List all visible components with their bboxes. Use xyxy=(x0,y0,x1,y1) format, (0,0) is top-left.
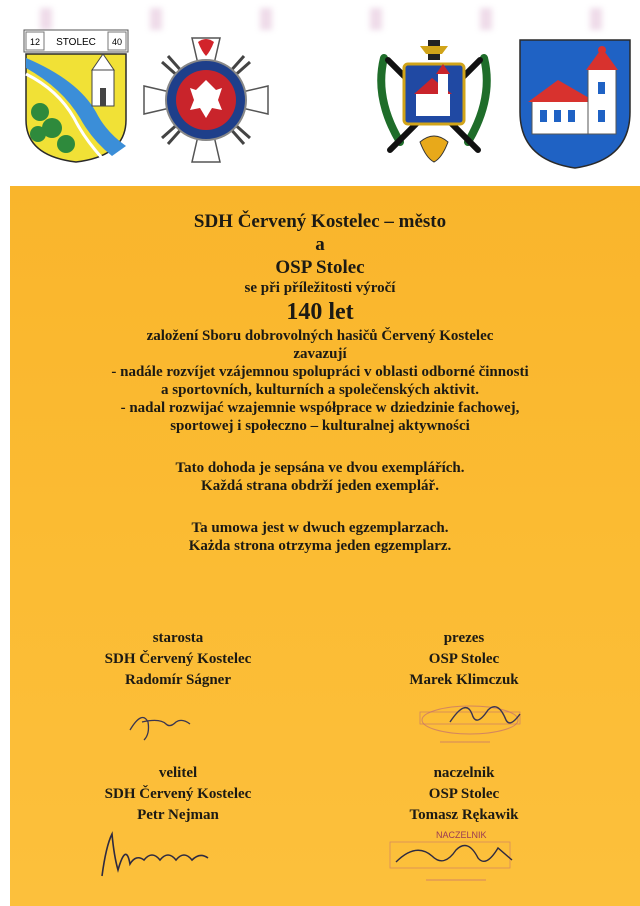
starosta-signature xyxy=(120,700,200,746)
agreement-body xyxy=(0,210,640,555)
velitel-signature xyxy=(96,826,226,886)
signatory-name: Tomasz Rękawik xyxy=(409,807,519,823)
pl-copies-one: Ta umowa jest w dwuch egzemplarzach. xyxy=(191,520,449,536)
signatory-name: Marek Klimczuk xyxy=(409,672,519,688)
signatory-name: Petr Nejman xyxy=(137,807,219,823)
sign-right-number: 40 xyxy=(111,37,123,47)
signatory-org: SDH Červený Kostelec xyxy=(104,786,252,802)
conjunction: a xyxy=(315,234,325,255)
party-one: SDH Červený Kostelec – město xyxy=(193,211,447,232)
signatory-org: OSP Stolec xyxy=(428,651,500,667)
point-two-b: sportowej i społeczno – kulturalnej aktywności xyxy=(170,418,470,434)
stolec-coat-of-arms xyxy=(22,28,130,164)
prezes-stamp-and-signature xyxy=(410,692,540,752)
pledge-line: zavazují xyxy=(293,346,347,362)
signatory-velitel xyxy=(48,763,308,826)
pl-copies-two: Każda strona otrzyma jeden egzemplarz. xyxy=(188,538,452,554)
signatory-role: prezes xyxy=(443,630,485,646)
sign-name: STOLEC xyxy=(56,37,96,48)
cz-copies-one: Tato dohoda je sepsána ve dvou exemplářích. xyxy=(175,460,465,476)
signatory-org: SDH Červený Kostelec xyxy=(104,651,252,667)
cerveny-kostelec-arms xyxy=(518,38,632,170)
cz-copies-two: Každá strana obdrží jeden exemplář. xyxy=(201,478,439,494)
signatory-name: Radomír Ságner xyxy=(125,672,231,688)
polish-fire-cross xyxy=(140,34,272,166)
point-two-a: - nadal rozwijać wzajemnie współprace w dziedzinie fachowej, xyxy=(120,400,520,416)
occasion-line: se při příležitosti výročí xyxy=(244,280,396,296)
signatory-starosta xyxy=(48,628,308,691)
signatory-prezes xyxy=(334,628,594,691)
anniversary-years: 140 let xyxy=(286,299,354,325)
sign-left-number: 12 xyxy=(29,37,41,47)
signatory-role: starosta xyxy=(152,630,204,646)
point-one-a: - nadále rozvíjet vzájemnou spolupráci v oblasti odborné činnosti xyxy=(111,364,529,380)
signatory-role: naczelnik xyxy=(433,765,495,781)
naczelnik-stamp-title: NACZELNIK xyxy=(436,830,487,840)
signatory-role: velitel xyxy=(158,765,198,781)
founding-line: založení Sboru dobrovolných hasičů Červený Kostelec xyxy=(146,328,494,344)
signatory-naczelnik xyxy=(334,763,594,826)
party-two: OSP Stolec xyxy=(275,257,365,278)
signatory-org: OSP Stolec xyxy=(428,786,500,802)
cerveny-kostelec-fire-emblem xyxy=(370,38,498,166)
naczelnik-stamp-and-signature xyxy=(386,828,536,888)
point-one-b: a sportovních, kulturních a společenských aktivit. xyxy=(161,382,479,398)
